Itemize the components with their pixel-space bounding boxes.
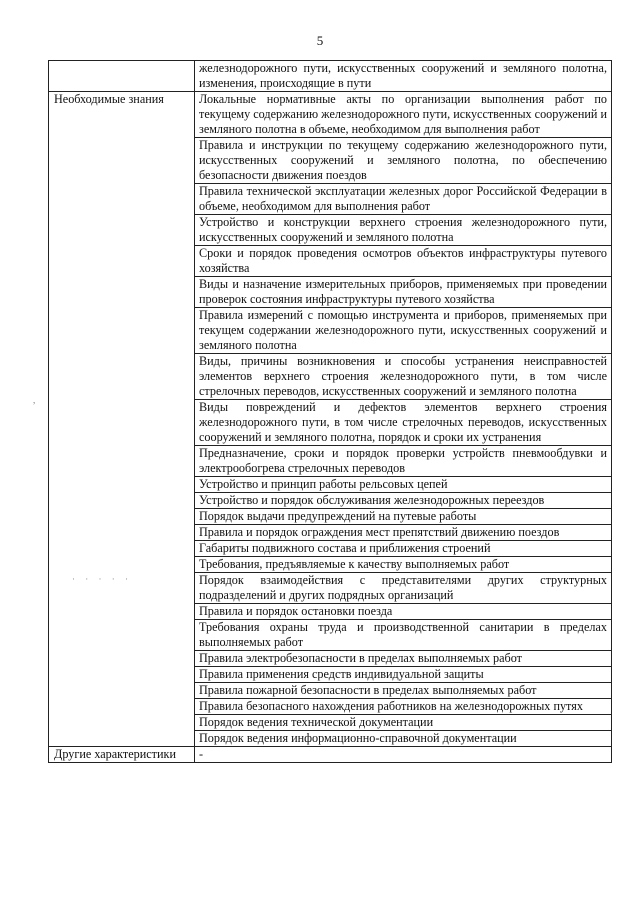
knowledge-item: Правила технической эксплуатации железных дорог Российской Федерации в объеме, необходимом для выполнения работ — [195, 184, 612, 215]
knowledge-item: Устройство и принцип работы рельсовых цепей — [195, 477, 612, 493]
knowledge-item: Требования охраны труда и производственной санитарии в пределах выполняемых работ — [195, 620, 612, 651]
knowledge-item: Правила электробезопасности в пределах выполняемых работ — [195, 651, 612, 667]
empty-label-cell — [49, 61, 195, 92]
knowledge-item: Правила измерений с помощью инструмента и приборов, применяемых при текущем содержании железнодорожного пути, искусственных сооружений и земляного полотна — [195, 308, 612, 354]
page-number: 5 — [316, 33, 324, 48]
other-characteristics-value: - — [195, 747, 612, 763]
knowledge-item: Виды повреждений и дефектов элементов верхнего строения железнодорожного пути, в том числе стрелочных переводов, искусственных сооружений и земляного полотна, порядок и сроки их устранения — [195, 400, 612, 446]
knowledge-item: Требования, предъявляемые к качеству выполняемых работ — [195, 557, 612, 573]
knowledge-item: Устройство и порядок обслуживания железнодорожных переездов — [195, 493, 612, 509]
knowledge-item: Правила пожарной безопасности в пределах выполняемых работ — [195, 683, 612, 699]
knowledge-item: Правила применения средств индивидуальной защиты — [195, 667, 612, 683]
knowledge-item: Порядок взаимодействия с представителями других структурных подразделений и других подрядных организаций — [195, 573, 612, 604]
knowledge-item: Виды, причины возникновения и способы устранения неисправностей элементов верхнего строения железнодорожного пути, в том числе стрелочных переводов, искусственных сооружений и земляного полотна — [195, 354, 612, 400]
knowledge-item: Локальные нормативные акты по организации выполнения работ по текущему содержанию железнодорожного пути, искусственных сооружений и земляного полотна в объеме, необходимом для выполнения работ — [195, 92, 612, 138]
knowledge-item: Порядок выдачи предупреждений на путевые работы — [195, 509, 612, 525]
other-characteristics-label: Другие характеристики — [49, 747, 195, 763]
table-row — [49, 61, 612, 92]
scan-mark: , — [33, 395, 36, 405]
knowledge-item: Порядок ведения информационно-справочной документации — [195, 731, 612, 747]
knowledge-item: Порядок ведения технической документации — [195, 715, 612, 731]
knowledge-item: Предназначение, сроки и порядок проверки устройств пневмообдувки и электрообогрева стрелочных переводов — [195, 446, 612, 477]
knowledge-item: Сроки и порядок проведения осмотров объектов инфраструктуры путевого хозяйства — [195, 246, 612, 277]
knowledge-item: Правила и порядок остановки поезда — [195, 604, 612, 620]
knowledge-label: Необходимые знания — [49, 92, 195, 747]
knowledge-item: Устройство и конструкции верхнего строения железнодорожного пути, искусственных сооружений и земляного полотна — [195, 215, 612, 246]
scan-noise: · · · · · — [72, 574, 132, 584]
table-row — [49, 747, 612, 763]
table-row — [49, 92, 612, 138]
knowledge-item: Виды и назначение измерительных приборов, применяемых при проведении проверок состояния инфраструктуры путевого хозяйства — [195, 277, 612, 308]
knowledge-item: Правила и инструкции по текущему содержанию железнодорожного пути, искусственных сооружений и земляного полотна, по обеспечению безопасности движения поездов — [195, 138, 612, 184]
knowledge-item: Правила и порядок ограждения мест препятствий движению поездов — [195, 525, 612, 541]
continuation-cell: железнодорожного пути, искусственных сооружений и земляного полотна, изменения, происходящие в пути — [195, 61, 612, 92]
knowledge-table — [48, 60, 612, 763]
knowledge-item: Габариты подвижного состава и приближения строений — [195, 541, 612, 557]
knowledge-item: Правила безопасного нахождения работников на железнодорожных путях — [195, 699, 612, 715]
